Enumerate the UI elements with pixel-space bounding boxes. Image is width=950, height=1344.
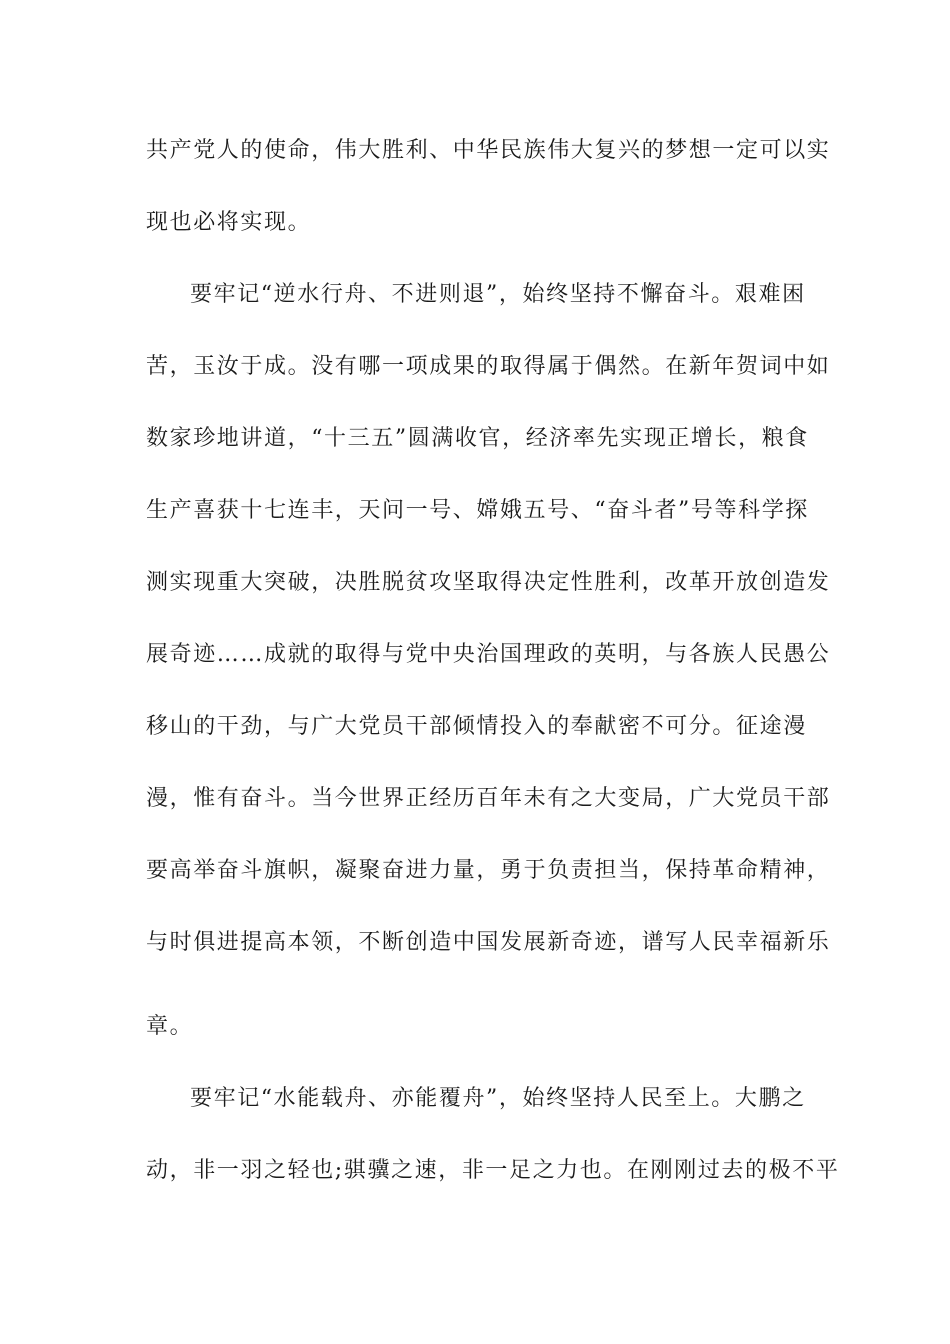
text-line: 数家珍地讲道，“十三五”圆满收官，经济率先实现正增长，粮食: [146, 426, 809, 451]
text-line: 章。: [146, 1014, 194, 1039]
text-line: 展奇迹……成就的取得与党中央治国理政的英明，与各族人民愚公: [146, 642, 831, 667]
text-line: 生产喜获十七连丰，天问一号、嫦娥五号、“奋斗者”号等科学探: [146, 498, 809, 523]
text-line: 动，非一羽之轻也;骐骥之速，非一足之力也。在刚刚过去的极不平: [146, 1158, 840, 1183]
text-line: 测实现重大突破，决胜脱贫攻坚取得决定性胜利，改革开放创造发: [146, 570, 831, 595]
text-line: 与时俱进提高本领，不断创造中国发展新奇迹，谱写人民幸福新乐: [146, 930, 831, 955]
paragraph-start-line: 要牢记“水能载舟、亦能覆舟”，始终坚持人民至上。大鹏之: [190, 1086, 806, 1111]
text-line: 漫，惟有奋斗。当今世界正经历百年未有之大变局，广大党员干部: [146, 786, 831, 811]
text-line: 现也必将实现。: [146, 210, 312, 235]
text-line: 苦，玉汝于成。没有哪一项成果的取得属于偶然。在新年贺词中如: [146, 354, 831, 379]
text-line: 共产党人的使命，伟大胜利、中华民族伟大复兴的梦想一定可以实: [146, 138, 831, 163]
text-line: 移山的干劲，与广大党员干部倾情投入的奉献密不可分。征途漫: [146, 714, 807, 739]
paragraph-start-line: 要牢记“逆水行舟、不进则退”，始终坚持不懈奋斗。艰难困: [190, 282, 806, 307]
text-line: 要高举奋斗旗帜，凝聚奋进力量，勇于负责担当，保持革命精神，: [146, 858, 831, 883]
